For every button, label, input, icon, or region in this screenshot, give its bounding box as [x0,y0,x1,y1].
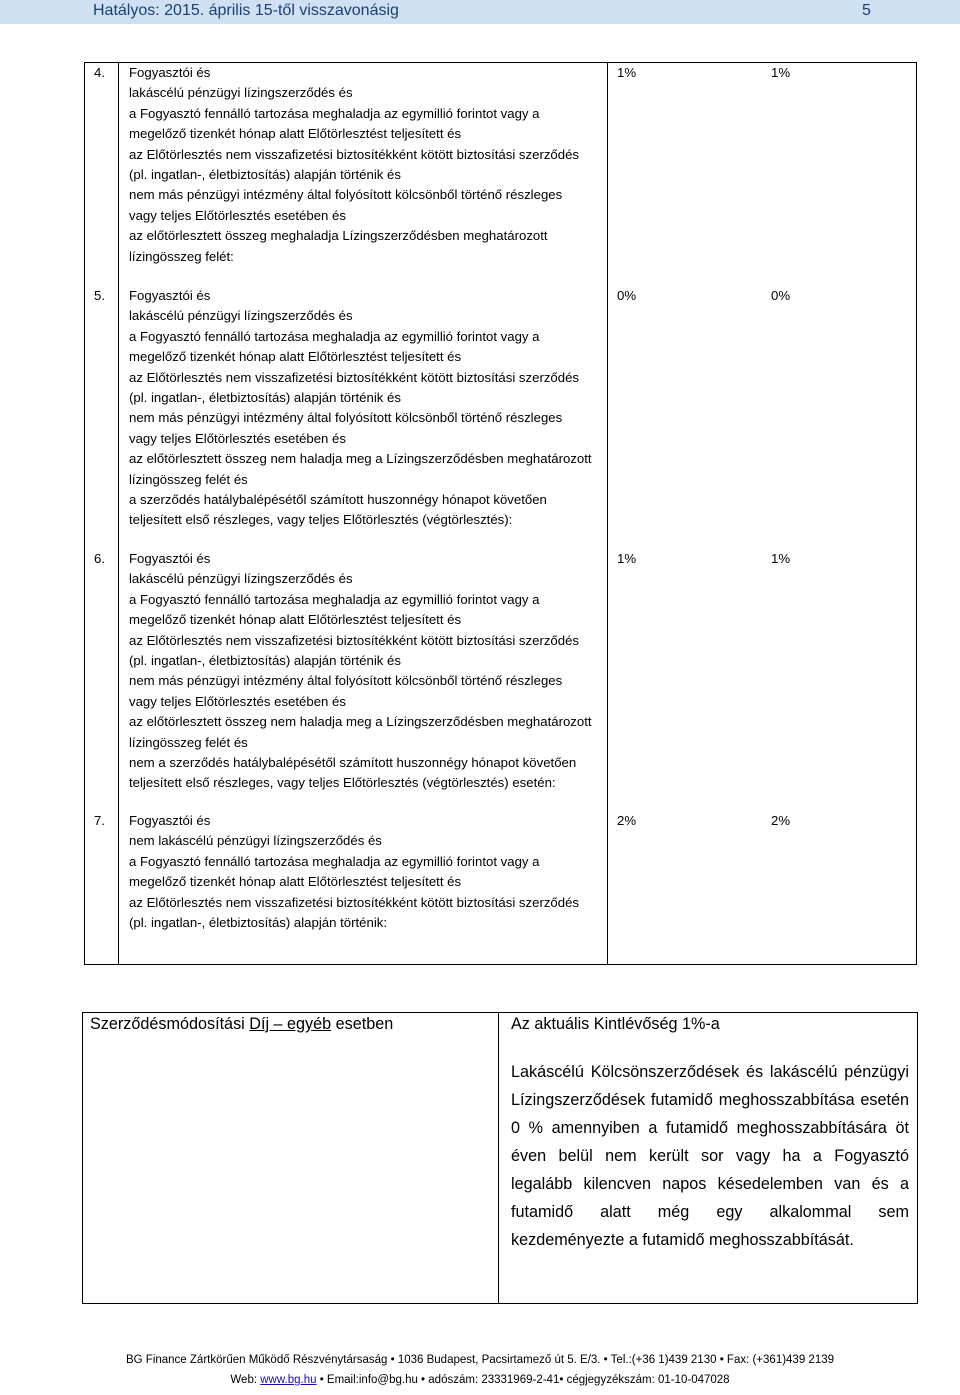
condition-line: (pl. ingatlan-, életbiztosítás) alapján történik és [129,652,401,668]
footer-contact-line: Web: www.bg.hu • Email:info@bg.hu • adószám: 23331969-2-41• cégjegyzékszám: 01-10-047028 [230,1374,730,1386]
condition-line: a Fogyasztó fennálló tartozása meghaladja az egymillió forintot vagy a [129,591,540,607]
condition-line: (pl. ingatlan-, életbiztosítás) alapján történik és [129,389,401,405]
condition-line: (pl. ingatlan-, életbiztosítás) alapján történik: [129,914,388,930]
rate-value: 2% [771,813,791,828]
rate-value: 0% [771,288,791,303]
rate-value: 1% [617,551,637,566]
condition-line: nem a szerződés hatálybalépésétől számított huszonnégy hónapot követően [129,754,577,770]
condition-line: vagy teljes Előtörlesztés esetében és [129,430,346,446]
page-header [0,0,960,24]
condition-line: az Előtörlesztés nem visszafizetési biztosítékként kötött biztosítási szerződés [129,369,580,385]
item-number: 5. [94,288,105,303]
condition-line: teljesített első részleges, vagy teljes Előtörlesztés (végtörlesztés) esetén: [129,775,556,791]
amendment-fee-description: Lakáscélú Kölcsönszerződések és lakáscélú pénzügyi Lízingszerződések futamidő meghosszabbítása esetén 0 % amennyiben a futamidő meghosszabbítására öt éven belül nem került sor vagy ha a Fogyasztó legalább kilencven napos késedelemben van és a futamidő alatt még egy alkalommal sem kezdeményezte a futamidő meghosszabbítását. [511,1063,909,1249]
condition-line: az előtörlesztett összeg nem haladja meg a Lízingszerződésben meghatározott [129,714,592,730]
condition-line: Fogyasztói és [129,65,211,80]
condition-line: az Előtörlesztés nem visszafizetési biztosítékként kötött biztosítási szerződés [129,894,580,910]
condition-line: nem más pénzügyi intézmény által folyósított kölcsönből történő részleges [129,187,563,203]
condition-line: lakáscélú pénzügyi lízingszerződés és [129,85,353,101]
header-title: Hatályos: 2015. április 15-től visszavonásig [93,2,399,19]
condition-line: Fogyasztói és [129,551,211,566]
condition-line: megelőző tizenkét hónap alatt Előtörlesztést teljesített és [129,612,462,628]
rate-value: 1% [617,65,637,80]
condition-line: Fogyasztói és [129,288,211,303]
condition-line: a Fogyasztó fennálló tartozása meghaladja az egymillió forintot vagy a [129,105,540,121]
rate-value: 1% [771,65,791,80]
condition-line: vagy teljes Előtörlesztés esetében és [129,207,346,223]
condition-line: lakáscélú pénzügyi lízingszerződés és [129,571,353,587]
condition-line: lakáscélú pénzügyi lízingszerződés és [129,308,353,324]
condition-line: az Előtörlesztés nem visszafizetési biztosítékként kötött biztosítási szerződés [129,632,580,648]
condition-line: Fogyasztói és [129,813,211,828]
condition-line: (pl. ingatlan-, életbiztosítás) alapján történik és [129,166,401,182]
condition-line: megelőző tizenkét hónap alatt Előtörlesztést teljesített és [129,126,462,142]
table-divider-rates [607,62,608,965]
item-conditions [129,549,599,794]
condition-line: a szerződés hatálybalépésétől számított huszonnégy hónapot követően [129,491,547,507]
amendment-fee-value: Az aktuális Kintlévőség 1%-a [511,1015,720,1033]
condition-line: lízingösszeg felét és [129,471,248,487]
footer-company-line: BG Finance Zártkörűen Működő Részvénytársaság • 1036 Budapest, Pacsirtamező út 5. E/3. • Tel.:(+36 1)439 2130 • Fax: (+361)439 2139 [125,1354,835,1366]
table-divider-number [118,62,119,965]
condition-line: nem más pénzügyi intézmény által folyósított kölcsönből történő részleges [129,410,563,426]
condition-line: megelőző tizenkét hónap alatt Előtörlesztést teljesített és [129,874,462,890]
condition-line: teljesített első részleges, vagy teljes Előtörlesztés (végtörlesztés): [129,512,513,528]
condition-line: vagy teljes Előtörlesztés esetében és [129,693,346,709]
condition-line: a Fogyasztó fennálló tartozása meghaladja az egymillió forintot vagy a [129,328,540,344]
item-conditions [129,286,599,531]
condition-line: nem más pénzügyi intézmény által folyósított kölcsönből történő részleges [129,673,563,689]
condition-line: a Fogyasztó fennálló tartozása meghaladja az egymillió forintot vagy a [129,853,540,869]
rate-value: 1% [771,551,791,566]
item-number: 7. [94,813,105,828]
condition-line: az Előtörlesztés nem visszafizetési biztosítékként kötött biztosítási szerződés [129,146,580,162]
condition-line: nem lakáscélú pénzügyi lízingszerződés és [129,833,382,849]
item-conditions [129,811,599,933]
condition-line: az előtörlesztett összeg nem haladja meg a Lízingszerződésben meghatározott [129,451,592,467]
item-number: 4. [94,65,105,80]
condition-line: az előtörlesztett összeg meghaladja Lízingszerződésben meghatározott [129,228,548,244]
amendment-fee-label: Szerződésmódosítási Díj – egyéb esetben [90,1015,394,1033]
rate-value: 2% [617,813,637,828]
website-link[interactable]: www.bg.hu [260,1374,317,1386]
item-conditions [129,63,599,267]
amendment-fee-divider [498,1012,499,1304]
page-number: 5 [862,2,871,19]
condition-line: lízingösszeg felét és [129,734,248,750]
condition-line: lízingösszeg felét: [129,248,234,264]
rate-value: 0% [617,288,637,303]
condition-line: megelőző tizenkét hónap alatt Előtörlesztést teljesített és [129,349,462,365]
item-number: 6. [94,551,105,566]
